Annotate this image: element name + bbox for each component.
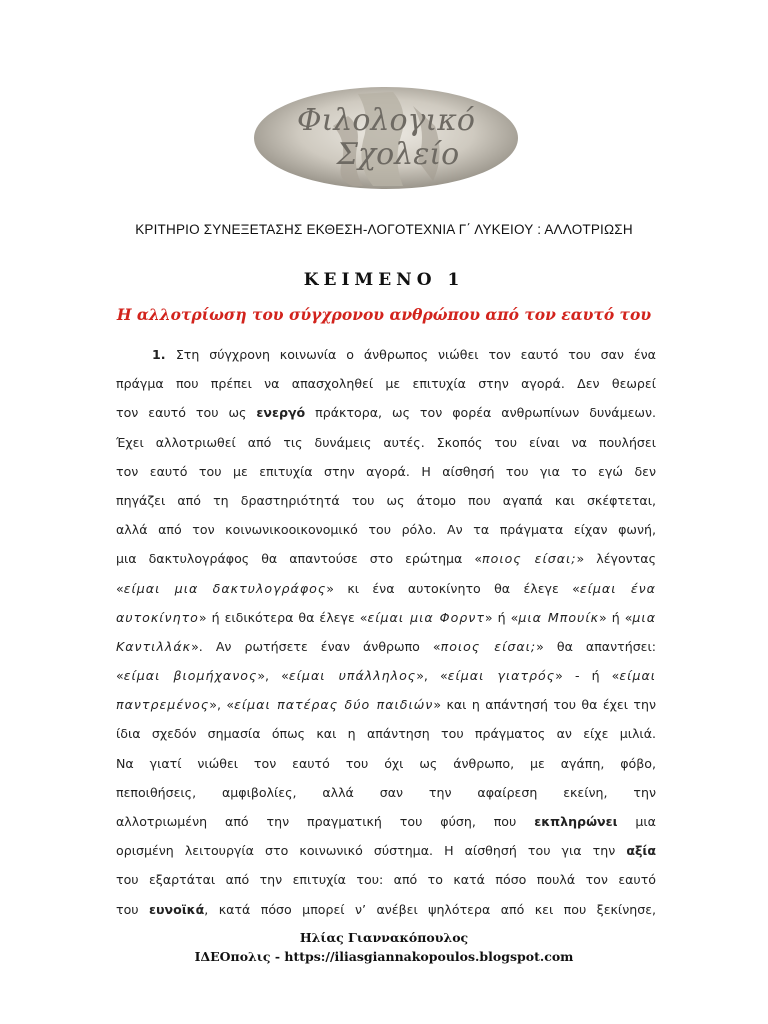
text-line — [116, 807, 656, 836]
article-body — [116, 340, 656, 924]
text-line — [116, 398, 656, 427]
bold-term: ενεργό — [256, 405, 306, 421]
quoted-phrase: είμαι πατέρας δύο παιδιών — [234, 697, 434, 713]
text-segment: του — [116, 901, 150, 917]
text-segment: τον εαυτό του με επιτυχία στην αγορά. Η αίσθησή του για το εγώ δεν — [116, 463, 656, 479]
text-segment: ». Αν ρωτήσετε έναν άνθρωπο « — [191, 638, 441, 654]
text-segment: ορισμένη λειτουργία στο κοινωνικό σύστημα. Η αίσθησή του για την — [116, 843, 627, 859]
text-line — [116, 749, 656, 778]
text-line — [116, 428, 656, 457]
text-segment: « — [116, 668, 124, 684]
text-segment: » ή ειδικότερα θα έλεγε « — [198, 609, 368, 625]
text-segment: », « — [257, 668, 289, 684]
text-line — [116, 515, 656, 544]
text-line — [116, 544, 656, 573]
footer-author: Ηλίας Γιαννακόπουλος — [299, 930, 469, 945]
quoted-phrase: μια — [632, 609, 656, 625]
bold-term: εκπληρώνει — [534, 814, 618, 829]
quoted-phrase: παντρεμένος — [116, 697, 210, 713]
quoted-phrase: είμαι — [619, 668, 656, 684]
text-line — [116, 661, 656, 690]
paragraph-number: 1. — [152, 347, 176, 362]
quoted-phrase: είμαι μια Φορντ — [367, 609, 485, 625]
quoted-phrase: είμαι βιομήχανος — [123, 668, 258, 684]
bold-term: ευνοϊκά — [149, 901, 205, 917]
text-segment: » θα απαντήσει: — [536, 638, 656, 654]
text-segment: » ή « — [599, 609, 633, 625]
text-line — [116, 603, 656, 632]
text-segment: » ή « — [484, 609, 519, 625]
text-segment: πηγάζει από τη δραστηριότητά του ως άτομο που αγαπά και σκέφτεται, — [116, 492, 656, 508]
text-segment: « — [116, 580, 124, 596]
footer-site-link[interactable]: ΙΔΕΟπολις - https://iliasgiannakopoulos.blogspot.com — [194, 949, 574, 964]
text-segment: » - ή « — [555, 668, 620, 684]
quoted-phrase: μια Μπουίκ — [518, 609, 600, 625]
text-segment: », « — [416, 668, 448, 684]
text-segment: αλλά από τον κοινωνικοοικονομικό του ρόλο. Αν τα πράγματα είχαν φωνή, — [116, 522, 656, 538]
quoted-phrase: αυτοκίνητο — [116, 609, 199, 625]
article-title: Η αλλοτρίωση του σύγχρονου ανθρώπου από τον εαυτό του — [116, 305, 652, 324]
text-segment: μια — [617, 814, 656, 829]
text-segment: », « — [209, 697, 235, 713]
text-line — [116, 632, 656, 661]
text-line — [116, 340, 656, 369]
logo-text-line2: Σχολείο — [336, 137, 460, 172]
text-line — [116, 574, 656, 603]
text-segment: , κατά πόσο μπορεί ν’ ανέβει ψηλότερα από κει που ξεκίνησε, — [204, 901, 656, 917]
text-segment: του εξαρτάται από την επιτυχία του: από το κατά πόσο πουλά τον εαυτό — [116, 872, 656, 888]
text-segment: τον εαυτό του ως — [116, 405, 257, 421]
text-segment: » και η απάντησή του θα έχει την — [433, 697, 656, 713]
text-segment: » κι ένα αυτοκίνητο θα έλεγε « — [326, 580, 580, 596]
quoted-phrase: Καντιλλάκ — [116, 638, 192, 654]
text-line — [116, 895, 656, 924]
logo-emblem — [253, 86, 519, 190]
text-line — [116, 719, 656, 748]
logo-text-line1: Φιλολογικό — [297, 103, 475, 138]
school-logo — [253, 86, 519, 190]
text-segment: πράγμα που πρέπει να απασχοληθεί με επιτυχία στην αγορά. Δεν θεωρεί — [116, 376, 656, 392]
exam-title: ΚΡΙΤΗΡΙΟ ΣΥΝΕΞΕΤΑΣΗΣ ΕΚΘΕΣΗ-ΛΟΓΟΤΕΧΝΙΑ Γ΄ ΛΥΚΕΙΟΥ : ΑΛΛΟΤΡΙΩΣΗ — [135, 222, 633, 237]
text-segment: ίδια σχεδόν σημασία όπως και η απάντηση του πράγματος αν είχε μιλιά. — [116, 726, 656, 742]
text-segment: Στη σύγχρονη κοινωνία ο άνθρωπος νιώθει τον εαυτό του σαν ένα — [175, 347, 656, 362]
quoted-phrase: είμαι γιατρός — [447, 668, 556, 684]
quoted-phrase: ποιος είσαι; — [482, 551, 577, 567]
text-line — [116, 865, 656, 894]
text-line — [116, 778, 656, 807]
text-segment: πράκτορα, ως τον φορέα ανθρωπίνων δυνάμεων. — [305, 405, 656, 421]
text-segment: Να γιατί νιώθει τον εαυτό του όχι ως άνθρωπο, με αγάπη, φόβο, — [116, 755, 656, 771]
quoted-phrase: είμαι υπάλληλος — [288, 668, 417, 684]
text-line — [116, 457, 656, 486]
text-line — [116, 369, 656, 398]
bold-term: αξία — [626, 843, 656, 859]
quoted-phrase: ποιος είσαι; — [440, 638, 537, 654]
quoted-phrase: είμαι μια δακτυλογράφος — [123, 580, 327, 596]
text-line — [116, 486, 656, 515]
text-line — [116, 836, 656, 865]
text-segment: αλλοτριωμένη από την πραγματική του φύση, που — [116, 814, 535, 829]
quoted-phrase: είμαι ένα — [579, 580, 656, 596]
text-line — [116, 690, 656, 719]
text-segment: πεποιθήσεις, αμφιβολίες, αλλά σαν την αφαίρεση εκείνη, την — [116, 784, 656, 800]
text-segment: μια δακτυλογράφος θα απαντούσε στο ερώτημα « — [116, 551, 483, 567]
text-segment: » λέγοντας — [576, 551, 656, 567]
text-segment: Έχει αλλοτριωθεί από τις δυνάμεις αυτές. Σκοπός του είναι να πουλήσει — [116, 434, 656, 450]
section-title: ΚΕΙΜΕΝΟ 1 — [303, 270, 465, 290]
